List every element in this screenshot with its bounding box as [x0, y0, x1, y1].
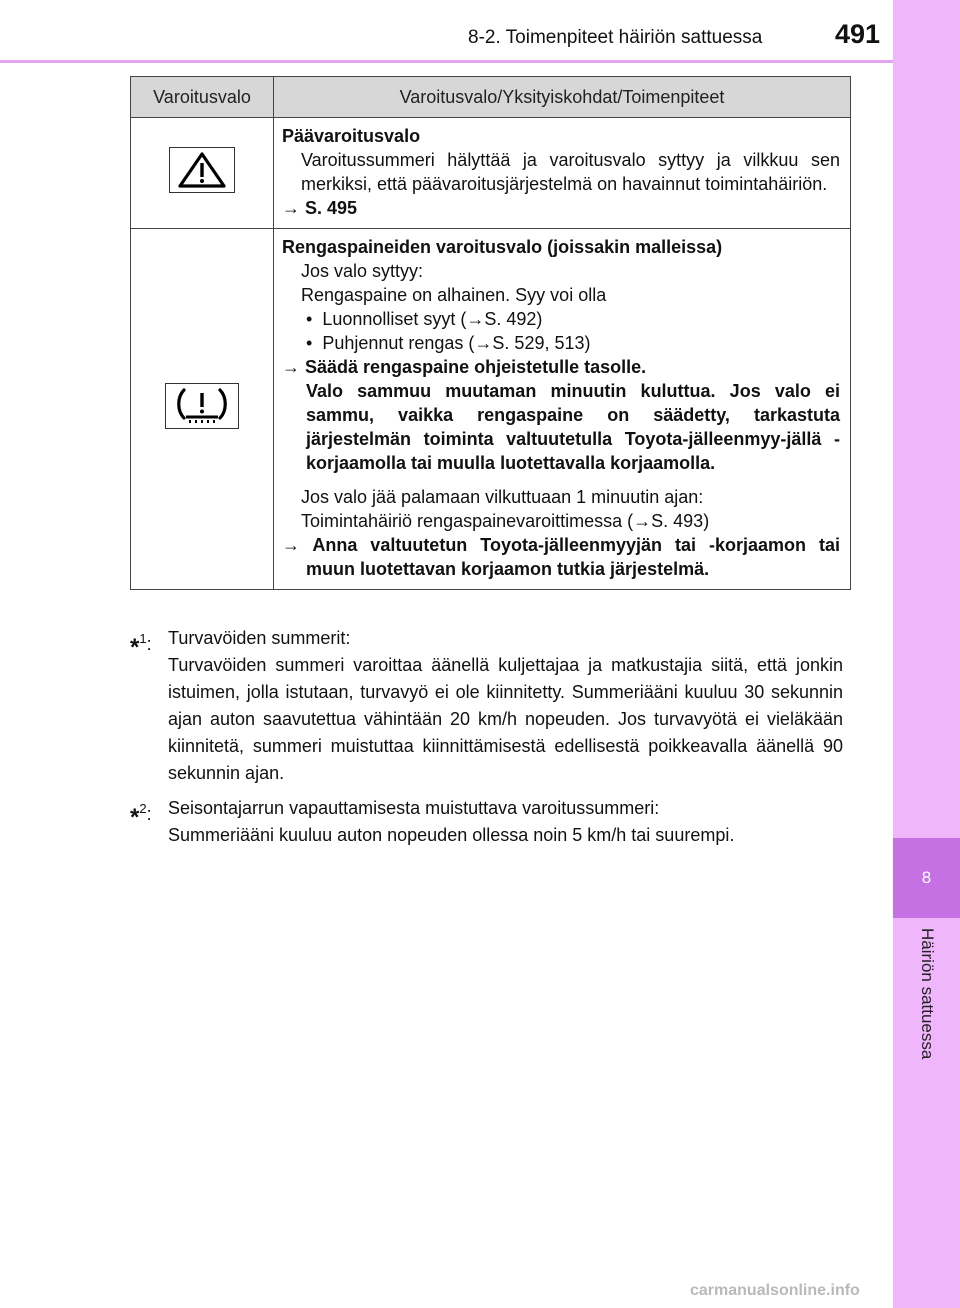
footnote-text: Turvavöiden summeri varoittaa äänellä kuljettajaa ja matkustajia siitä, että jonkin istuimen, jolla istutaan, turvavyö ei ole kiinnitetty. Summeriääni kuuluu 30 sekunnin ajan auton saavutettua vähintään 20 km/h nopeuden. Jos turvavyötä ei vieläkään kiinnitetä, summeri muistuttaa kiinnittämisestä edellisestä poikkeavalla äänellä 90 sekunnin ajan. — [168, 655, 843, 783]
column-header-details: Varoitusvalo/Yksityiskohdat/Toimenpiteet — [274, 77, 851, 118]
action-text: Anna valtuutetun Toyota-jälleenmyyjän tai -korjaamon tai muun luotettavan korjaamon tutkia järjestelmä. — [306, 535, 840, 579]
footnote-number: 1 — [139, 631, 147, 646]
chapter-label-container — [893, 928, 960, 1088]
side-tab-strip — [893, 0, 960, 1308]
footnote-marker — [130, 625, 152, 661]
chapter-label: Häiriön sattuessa — [918, 928, 937, 1060]
chapter-number: 8 — [921, 868, 932, 887]
reference-text: S. 493) — [651, 511, 710, 531]
arrow-glyph: → — [282, 198, 300, 218]
table-header-row — [131, 77, 851, 118]
asterisk: * — [130, 804, 140, 831]
bullet-item — [282, 307, 840, 331]
action-item — [282, 533, 840, 581]
spacer — [282, 475, 840, 485]
table-row — [131, 118, 851, 229]
condition-text: Jos valo syttyy: — [301, 261, 424, 281]
cause-text: Rengaspaine on alhainen. Syy voi olla — [301, 285, 607, 305]
condition-text: Jos valo jää palamaan vilkuttuaan 1 minuutin ajan: — [301, 487, 704, 507]
bullet-glyph: • — [301, 333, 323, 353]
arrow-glyph: → — [282, 535, 300, 555]
footnote-colon: : — [146, 804, 152, 824]
arrow-glyph: → — [633, 511, 652, 531]
reference-text: S. 529, 513) — [492, 333, 591, 353]
asterisk: * — [130, 634, 140, 661]
table-row — [131, 229, 851, 590]
tire-pressure-warning-icon — [165, 383, 239, 429]
footnote-number: 2 — [139, 801, 147, 816]
description-cell — [274, 229, 851, 590]
action-text: Säädä rengaspaine ohjeistetulle tasolle. — [305, 357, 647, 377]
malfunction-label: Toimintahäiriö rengaspainevaroittimessa ( — [301, 511, 634, 531]
master-warning-icon — [169, 147, 235, 193]
reference-text: S. 492) — [484, 309, 543, 329]
column-header-warning-light: Varoitusvalo — [131, 77, 274, 118]
warning-title: Päävaroitusvalo — [282, 126, 421, 146]
reference-text: S. 495 — [305, 198, 358, 218]
footnote-text: Summeriääni kuuluu auton nopeuden ollessa noin 5 km/h tai suurempi. — [168, 825, 735, 845]
warning-title: Rengaspaineiden varoitusvalo (joissakin malleissa) — [282, 237, 723, 257]
bullet-text: Puhjennut rengas ( — [322, 333, 475, 353]
footnote-1 — [130, 625, 843, 787]
page-reference — [282, 196, 840, 220]
action-detail: Valo sammuu muutaman minuutin kuluttua. Jos valo ei sammu, vaikka rengaspaine on säädetty, tarkastuta järjestelmän toiminta valtuutetulla Toyota-jälleenmyy-jällä -korjaamolla tai muulla luotettavalla korjaamolla. — [306, 381, 840, 473]
arrow-glyph: → — [474, 333, 493, 353]
footnote-2 — [130, 795, 843, 849]
action-item — [282, 355, 840, 379]
page-number: 491 — [835, 19, 881, 49]
footnote-title: Seisontajarrun vapauttamisesta muistuttava varoitussummeri: — [168, 798, 660, 818]
bullet-glyph: • — [301, 309, 323, 329]
icon-cell — [131, 118, 274, 229]
bullet-text: Luonnolliset syyt ( — [322, 309, 467, 329]
arrow-glyph: → — [466, 309, 485, 329]
arrow-glyph: → — [282, 357, 300, 377]
footnotes — [130, 625, 843, 857]
watermark: carmanualsonline.info — [690, 1282, 860, 1299]
bullet-item — [282, 331, 840, 355]
page-header — [0, 0, 893, 60]
icon-cell — [131, 229, 274, 590]
warning-light-table — [130, 76, 851, 590]
description-cell — [274, 118, 851, 229]
chapter-tab — [893, 838, 960, 918]
footnote-colon: : — [146, 634, 152, 654]
header-rule — [0, 60, 893, 63]
warning-text: Varoitussummeri hälyttää ja varoitusvalo syttyy ja vilkkuu sen merkiksi, että päävaroitusjärjestelmä on havainnut toimintahäiriön. — [301, 150, 840, 194]
section-title: 8-2. Toimenpiteet häiriön sattuessa — [468, 27, 763, 48]
malfunction-text — [282, 509, 840, 533]
footnote-title: Turvavöiden summerit: — [168, 628, 351, 648]
footnote-marker — [130, 795, 152, 831]
